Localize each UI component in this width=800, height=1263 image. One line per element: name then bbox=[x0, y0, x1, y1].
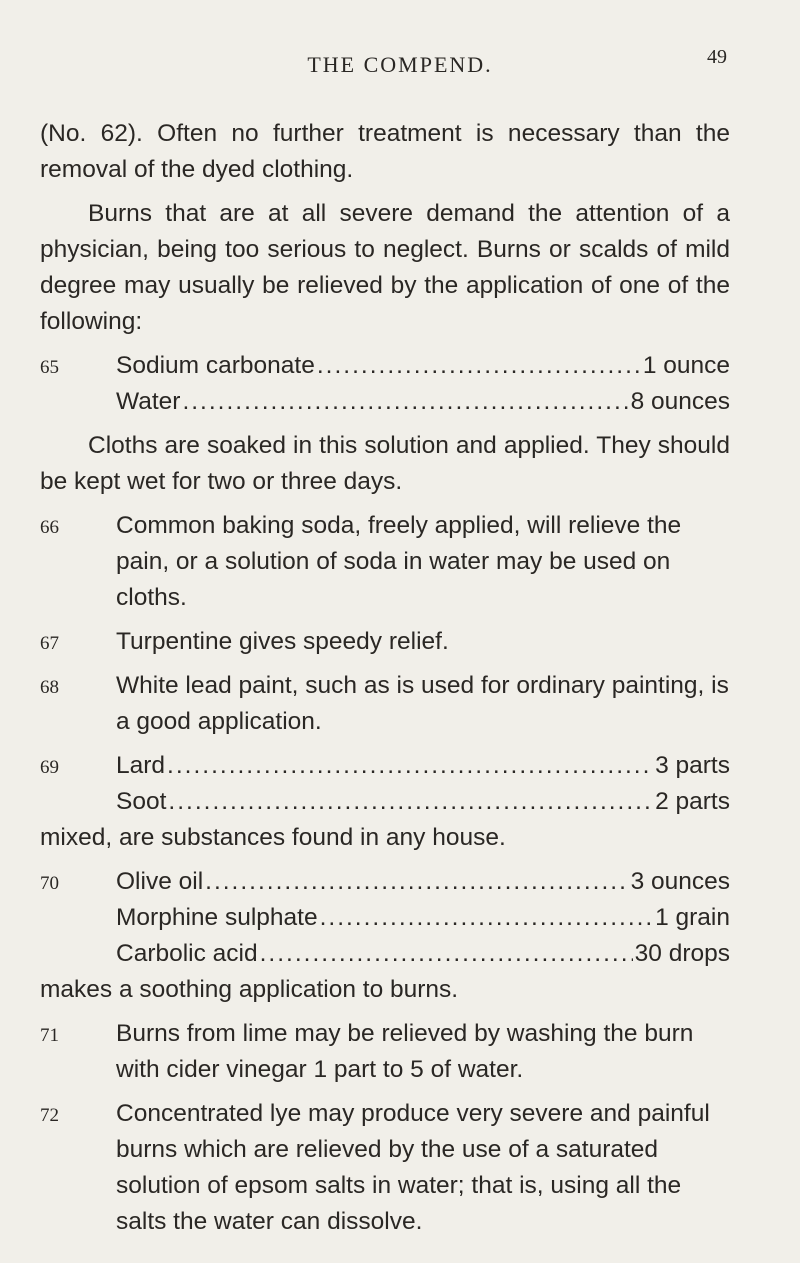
item-72 bbox=[40, 1096, 730, 1240]
recipe-row bbox=[116, 864, 730, 900]
item-text: Burns from lime may be relieved by washing the burn with cider vinegar 1 part to 5 of water. bbox=[116, 1020, 694, 1083]
leader-dots bbox=[168, 784, 653, 820]
ingredient: Water bbox=[116, 388, 181, 415]
ingredient: Carbolic acid bbox=[116, 940, 258, 967]
leader-dots bbox=[317, 348, 641, 384]
leader-dots bbox=[182, 384, 628, 420]
leader-dots bbox=[260, 936, 633, 972]
ingredient: Soot bbox=[116, 788, 167, 815]
item-65 bbox=[40, 348, 730, 420]
quantity: 3 ounces bbox=[630, 868, 730, 895]
mixed-paragraph: mixed, are substances found in any house. bbox=[40, 824, 506, 851]
item-68 bbox=[40, 668, 730, 740]
page-number: 49 bbox=[707, 46, 727, 68]
leader-dots bbox=[205, 864, 628, 900]
item-number: 65 bbox=[40, 357, 59, 378]
quantity: 1 ounce bbox=[642, 352, 730, 379]
quantity: 2 parts bbox=[655, 788, 730, 815]
item-text: White lead paint, such as is used for ordinary painting, is a good application. bbox=[116, 672, 729, 735]
quantity: 8 ounces bbox=[630, 388, 730, 415]
item-71 bbox=[40, 1016, 730, 1088]
recipe-row bbox=[116, 784, 730, 820]
quantity: 3 parts bbox=[655, 752, 730, 779]
item-number: 66 bbox=[40, 517, 59, 538]
cloths-paragraph: Cloths are soaked in this solution and applied. They should be kept wet for two or three days. bbox=[40, 432, 730, 495]
item-number: 70 bbox=[40, 873, 59, 894]
page-body bbox=[40, 116, 730, 1248]
soothing-paragraph: makes a soothing application to burns. bbox=[40, 976, 459, 1003]
recipe-row bbox=[116, 748, 730, 784]
quantity: 1 grain bbox=[655, 904, 730, 931]
recipe-row bbox=[116, 900, 730, 936]
item-number: 69 bbox=[40, 757, 59, 778]
item-text: Common baking soda, freely applied, will relieve the pain, or a solution of soda in water may be used on cloths. bbox=[116, 512, 682, 611]
intro-paragraph: (No. 62). Often no further treatment is necessary than the removal of the dyed clothing. bbox=[40, 120, 730, 183]
leader-dots bbox=[320, 900, 654, 936]
ingredient: Olive oil bbox=[116, 868, 204, 895]
recipe-row bbox=[116, 936, 730, 972]
ingredient: Lard bbox=[116, 752, 166, 779]
leader-dots bbox=[167, 748, 653, 784]
item-67 bbox=[40, 624, 730, 660]
item-number: 67 bbox=[40, 633, 59, 654]
burns-paragraph: Burns that are at all severe demand the attention of a physician, being too serious to neglect. Burns or scalds of mild degree may usually be relieved by the application of one of the following: bbox=[40, 200, 730, 335]
item-number: 72 bbox=[40, 1105, 59, 1126]
item-66 bbox=[40, 508, 730, 616]
recipe-row bbox=[116, 348, 730, 384]
item-70 bbox=[40, 864, 730, 972]
ingredient: Sodium carbonate bbox=[116, 352, 315, 379]
item-69 bbox=[40, 748, 730, 820]
item-number: 68 bbox=[40, 677, 59, 698]
recipe-row bbox=[116, 384, 730, 420]
ingredient: Morphine sulphate bbox=[116, 904, 318, 931]
running-title: THE COMPEND. bbox=[307, 52, 493, 77]
quantity: 30 drops bbox=[634, 940, 730, 967]
item-text: Turpentine gives speedy relief. bbox=[116, 628, 449, 655]
item-text: Concentrated lye may produce very severe and painful burns which are relieved by the use of a saturated solution of epsom salts in water; that is, using all the salts the water can dissolve. bbox=[116, 1100, 710, 1235]
item-number: 71 bbox=[40, 1025, 59, 1046]
